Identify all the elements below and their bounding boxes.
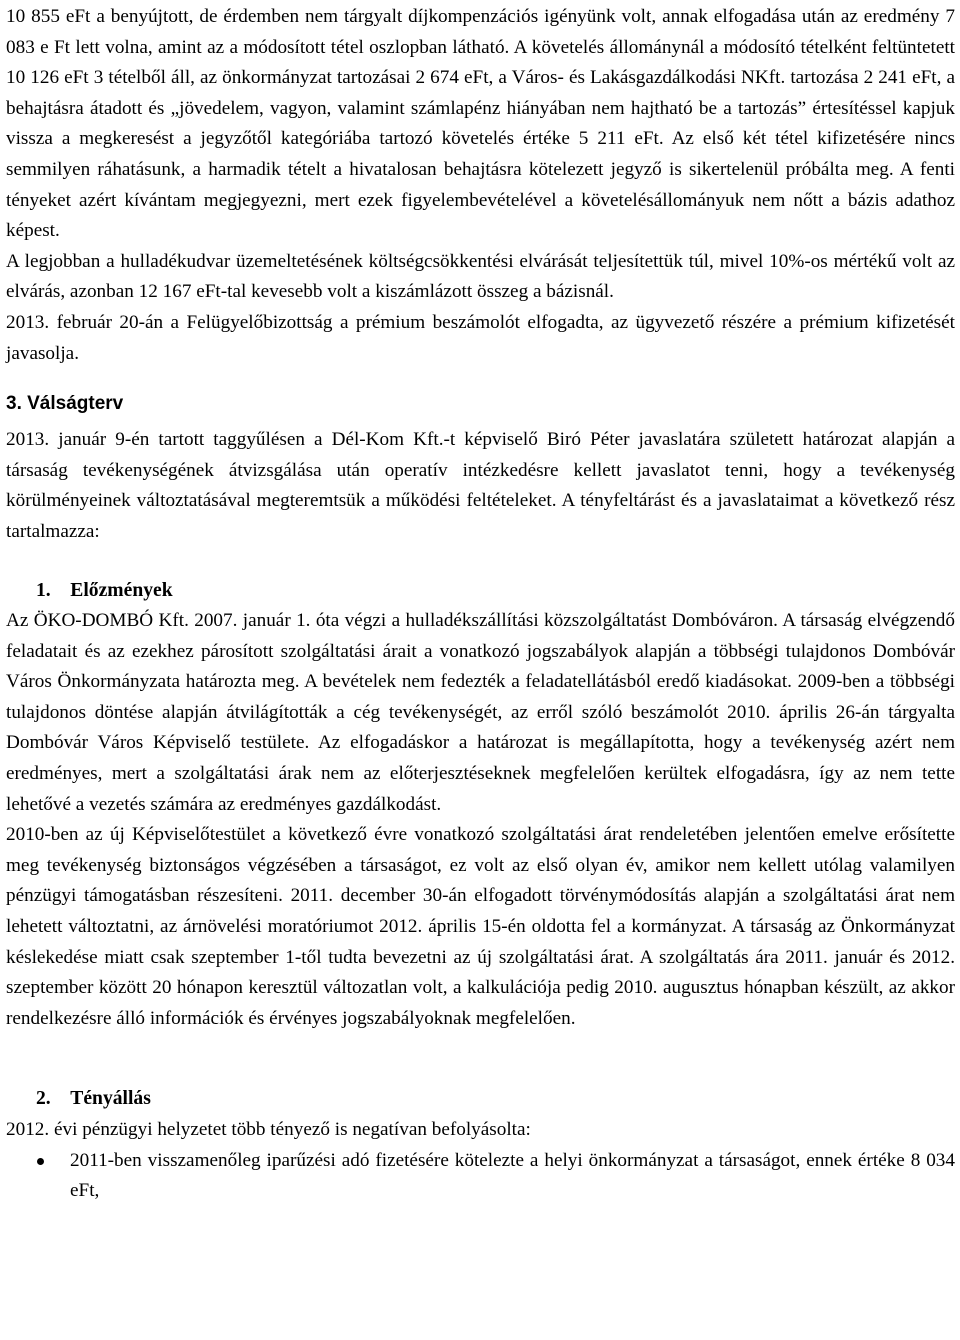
list-item xyxy=(6,1146,955,1207)
spacer xyxy=(6,1034,955,1084)
paragraph-facts-intro: 2012. évi pénzügyi helyzetet több tényező is negatívan befolyásolta: xyxy=(6,1119,531,1140)
paragraph-crisis-intro: 2013. január 9-én tartott taggyűlésen a Dél-Kom Kft.-t képviselő Biró Péter javaslatára született határozat alapján a társaság tevékenységének átvizsgálása után operatív intézkedésre kellett javaslatot tenni, hogy a tevékenység körülményeinek változtatásával megteremtsük a működési feltételeket. A tényfeltárást és a javaslataimat a következő rész tartalmazza: xyxy=(6,429,955,542)
paragraph-antecedents-2: 2010-ben az új Képviselőtestület a következő évre vonatkozó szolgáltatási árat rendeletében jelentően emelve erősítette meg tevékenység biztonságos végzésében a társaságot, ez volt az első olyan év, amikor nem kellett utólag valamilyen pénzügyi támogatásban részesíteni. 2011. december 30-án elfogadott törvénymódosítás alapján a szolgáltatási árat nem lehetett változtatni, az árnövelési moratóriumot 2012. április 15-én oldotta fel a kormányzat. A társaság az Önkormányzat késlekedése miatt csak szeptember 1-től tudta bevezetni az új szolgáltatási árat. A szolgáltatás ára 2011. január és 2012. szeptember között 20 hónapon keresztül változatlan volt, a kalkulációja pedig 2010. augusztus hónapban készült, az akkor rendelkezésre álló információk és érvényes jogszabályoknak megfelelően. xyxy=(6,824,955,1029)
bullet-text: 2011-ben visszamenőleg iparűzési adó fizetésére kötelezte a helyi önkormányzat a társaságot, ennek értéke 8 034 eFt, xyxy=(70,1149,955,1202)
subsection-heading-facts: 2. Tényállás xyxy=(36,1088,151,1110)
spacer xyxy=(6,548,955,576)
facts-bullet-list xyxy=(6,1146,955,1207)
bullet-icon xyxy=(37,1158,44,1165)
paragraph-antecedents-1: Az ÖKO-DOMBÓ Kft. 2007. január 1. óta végzi a hulladékszállítási közszolgáltatást Dombóváron. A társaság elvégzendő feladatait és az ezekhez párosított szolgáltatási árait a vonatkozó jogszabályok alapján a többségi tulajdonos Dombóvár Város Önkormányzata határozta meg. A bevételek nem fedezték a feladatellátásból eredő kiadásokat. 2009-ben a többségi tulajdonos döntése alapján átvilágították a cég tevékenységét, az erről szóló beszámolót 2010. április 26-án tárgyalta Dombóvár Város Képviselő testülete. Az elfogadáskor a határozat is megállapította, hogy a tevékenység azért nem eredményes, mert a szolgáltatási árak nem az előterjesztéseknek megfelelően kerültek elfogadásra, így az nem tette lehetővé a vezetés számára az eredményes gazdálkodást. xyxy=(6,610,955,815)
document-page xyxy=(6,0,955,1207)
subsection-heading-antecedents: 1. Előzmények xyxy=(36,579,173,601)
paragraph-premium: 2013. február 20-án a Felügyelőbizottság a prémium beszámolót elfogadta, az ügyvezető részére a prémium kifizetését javasolja. xyxy=(6,311,955,364)
paragraph-waste-yard: A legjobban a hulladékudvar üzemeltetésének költségcsökkentési elvárását teljesítettük túl, mivel 10%-os mértékű volt az elvárás, azonban 12 167 eFt-tal kevesebb volt a kiszámlázott összeg a bázisnál. xyxy=(6,250,955,303)
paragraph-receivables: 10 855 eFt a benyújtott, de érdemben nem tárgyalt díjkompenzációs igényünk volt, annak elfogadása után az eredmény 7 083 e Ft lett volna, amint az a módosított tétel oszlopban látható. A követelés állománynál a módosító tételként feltüntetett 10 126 eFt 3 tételből áll, az önkormányzat tartozásai 2 674 eFt, a Város- és Lakásgazdálkodási NKft. tartozása 2 241 eFt, a behajtásra átadott és „jövedelem, vagyon, valamint számlapénz hiányában nem hajtható be a tartozás” értesítéssel kapjuk vissza a megkeresést a jegyzőtől kategóriába tartozó követelés értéke 5 211 eFt. Az első két tétel kifizetésére nincs semmilyen ráhatásunk, a harmadik tételt a hivatalosan behajtásra kötelezett jegyző is sikertelenül próbálta meg. A fenti tényeket azért kívántam megjegyezni, mert ezek figyelembevételével a követelésállományuk nem nőtt a bázis adathoz képest. xyxy=(6,6,955,242)
section-heading-crisis-plan: 3. Válságterv xyxy=(6,393,124,415)
